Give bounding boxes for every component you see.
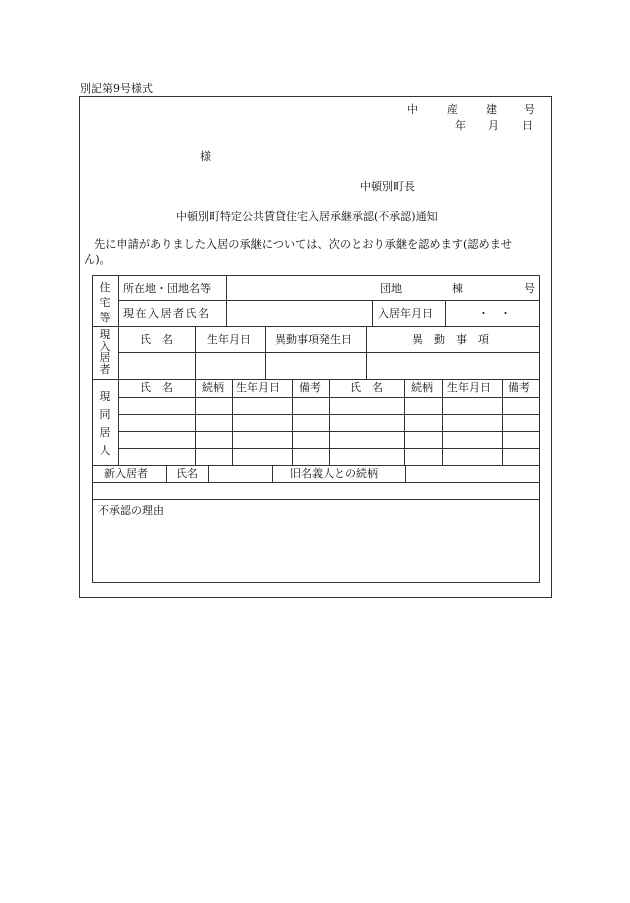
change-header: 異 動 事 項 (412, 333, 489, 346)
resident-name-header: 氏 名 (140, 333, 173, 346)
cohabitant-remarks-header-2: 備考 (508, 381, 530, 394)
danchi-label: 団地 (380, 282, 402, 295)
section-label-residence: 住宅等 (99, 281, 111, 324)
form-label: 別記第9号様式 (80, 82, 153, 95)
section-label-current-resident: 現入居者 (99, 328, 111, 376)
change-date-header: 異動事項発生日 (275, 333, 352, 346)
body-line-1: 先に申請がありました入居の承継については、次のとおり承継を認めます(認めませ (94, 238, 513, 251)
cohabitant-dob-header-2: 生年月日 (447, 381, 491, 394)
new-resident-relation-label: 旧名義人との続柄 (290, 467, 378, 480)
addressee-suffix: 様 (200, 150, 211, 163)
current-resident-name-label: 現在入居者氏名 (123, 307, 211, 320)
section-label-cohabitants: 現同居人 (99, 390, 111, 457)
location-label: 所在地・団地名等 (123, 282, 211, 295)
move-in-date-value: ・ ・ (478, 307, 511, 320)
cohabitant-name-header-1: 氏 名 (140, 381, 173, 394)
cohabitant-relation-header-1: 続柄 (202, 381, 224, 394)
form-table (92, 275, 540, 583)
resident-dob-header: 生年月日 (207, 333, 251, 346)
body-line-2: ん)。 (84, 253, 111, 266)
cohabitant-relation-header-2: 続柄 (411, 381, 433, 394)
new-resident-label: 新入居者 (104, 467, 148, 480)
cohabitant-dob-header-1: 生年月日 (236, 381, 280, 394)
tou-label: 棟 (452, 282, 463, 295)
rejection-reason-label: 不承認の理由 (98, 504, 164, 517)
document-title: 中頓別町特定公共賃貸住宅入居承継承認(不承認)通知 (176, 210, 438, 223)
new-resident-name-label: 氏名 (176, 467, 198, 480)
sender: 中頓別町長 (360, 180, 415, 193)
gou-label: 号 (524, 282, 535, 295)
move-in-date-label: 入居年月日 (378, 307, 433, 320)
cohabitant-remarks-header-1: 備考 (299, 381, 321, 394)
cohabitant-name-header-2: 氏 名 (350, 381, 383, 394)
